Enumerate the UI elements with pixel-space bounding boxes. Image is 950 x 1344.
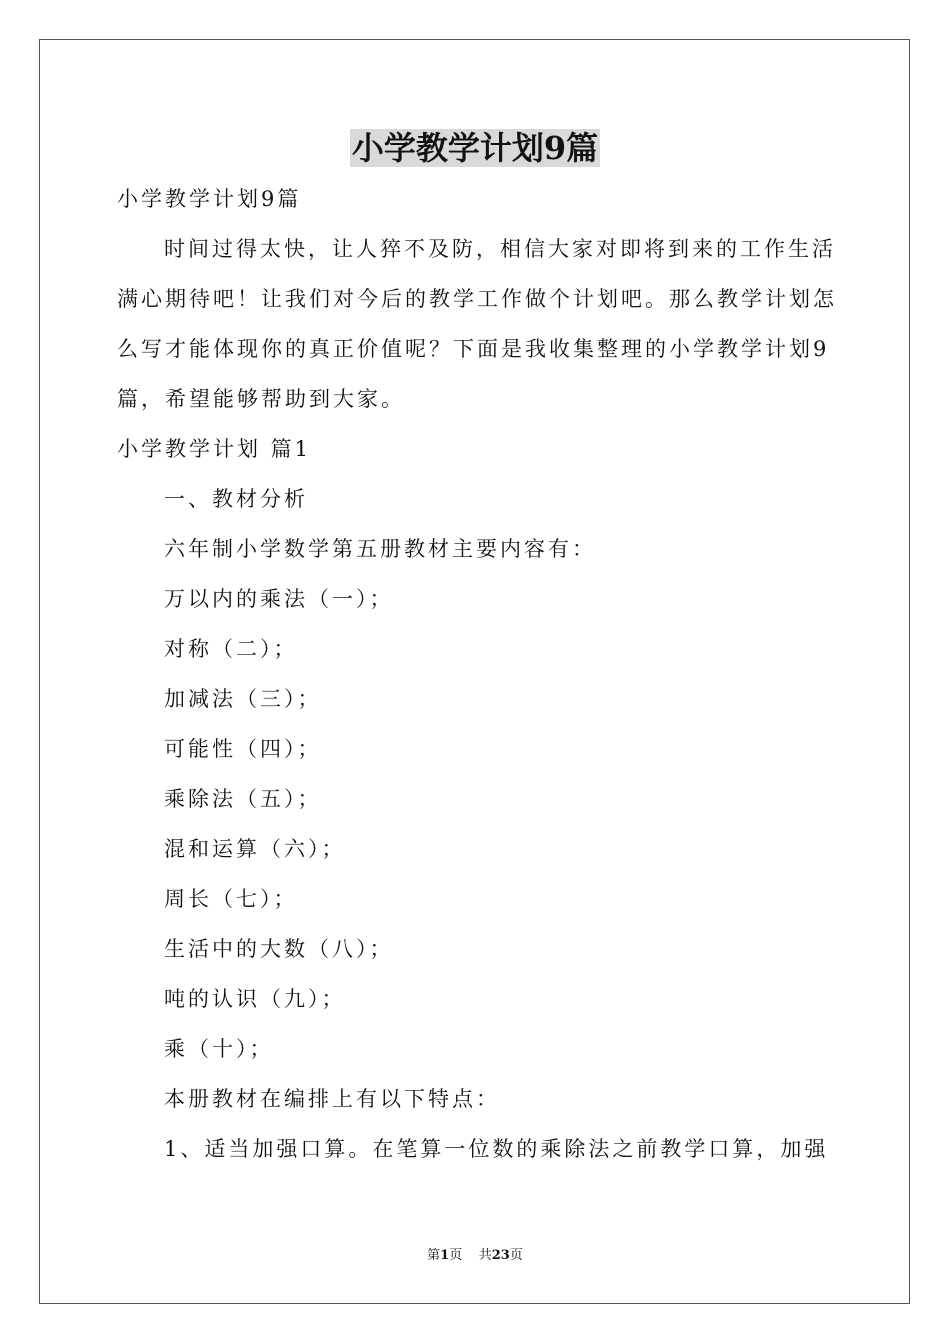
page-suffix: 页 [449, 1248, 463, 1263]
paragraph-line: 加减法（三）； [164, 687, 322, 711]
paragraph-line: 对称（二）； [164, 637, 298, 661]
paragraph-line: 生活中的大数（八）； [164, 937, 394, 961]
paragraph-line: 六年制小学数学第五册教材主要内容有： [164, 537, 596, 561]
paragraph-line: 么写才能体现你的真正价值呢？下面是我收集整理的小学教学计划9 [117, 337, 830, 361]
paragraph-line: 一、教材分析 [164, 487, 308, 511]
document-body [117, 174, 839, 1174]
paragraph-line: 小学教学计划 篇1 [117, 437, 312, 461]
total-prefix: 共 [478, 1248, 492, 1263]
paragraph-line: 小学教学计划9篇 [117, 187, 302, 211]
paragraph-line: 时间过得太快，让人猝不及防，相信大家对即将到来的工作生活 [164, 237, 836, 261]
document-title: 小学教学计划9篇 [351, 129, 599, 167]
page-footer [0, 1246, 950, 1266]
total-page-count: 23 [491, 1248, 510, 1263]
paragraph-line: 万以内的乘法（一）； [164, 587, 394, 611]
total-suffix: 页 [509, 1248, 523, 1263]
page-prefix: 第 [427, 1248, 441, 1263]
paragraph-line: 篇，希望能够帮助到大家。 [117, 387, 405, 411]
paragraph-line: 混和运算（六）； [164, 837, 346, 861]
current-page-number: 1 [440, 1248, 450, 1263]
paragraph-line: 可能性（四）； [164, 737, 322, 761]
paragraph-line: 乘除法（五）； [164, 787, 322, 811]
paragraph-line: 吨的认识（九）； [164, 987, 346, 1011]
paragraph-line: 本册教材在编排上有以下特点： [164, 1087, 500, 1111]
paragraph-line: 1、适当加强口算。在笔算一位数的乘除法之前教学口算，加强 [164, 1137, 829, 1161]
paragraph-line: 乘（十）； [164, 1037, 274, 1061]
paragraph-line: 满心期待吧！让我们对今后的教学工作做个计划吧。那么教学计划怎 [117, 287, 837, 311]
paragraph-line: 周长（七）； [164, 887, 298, 911]
